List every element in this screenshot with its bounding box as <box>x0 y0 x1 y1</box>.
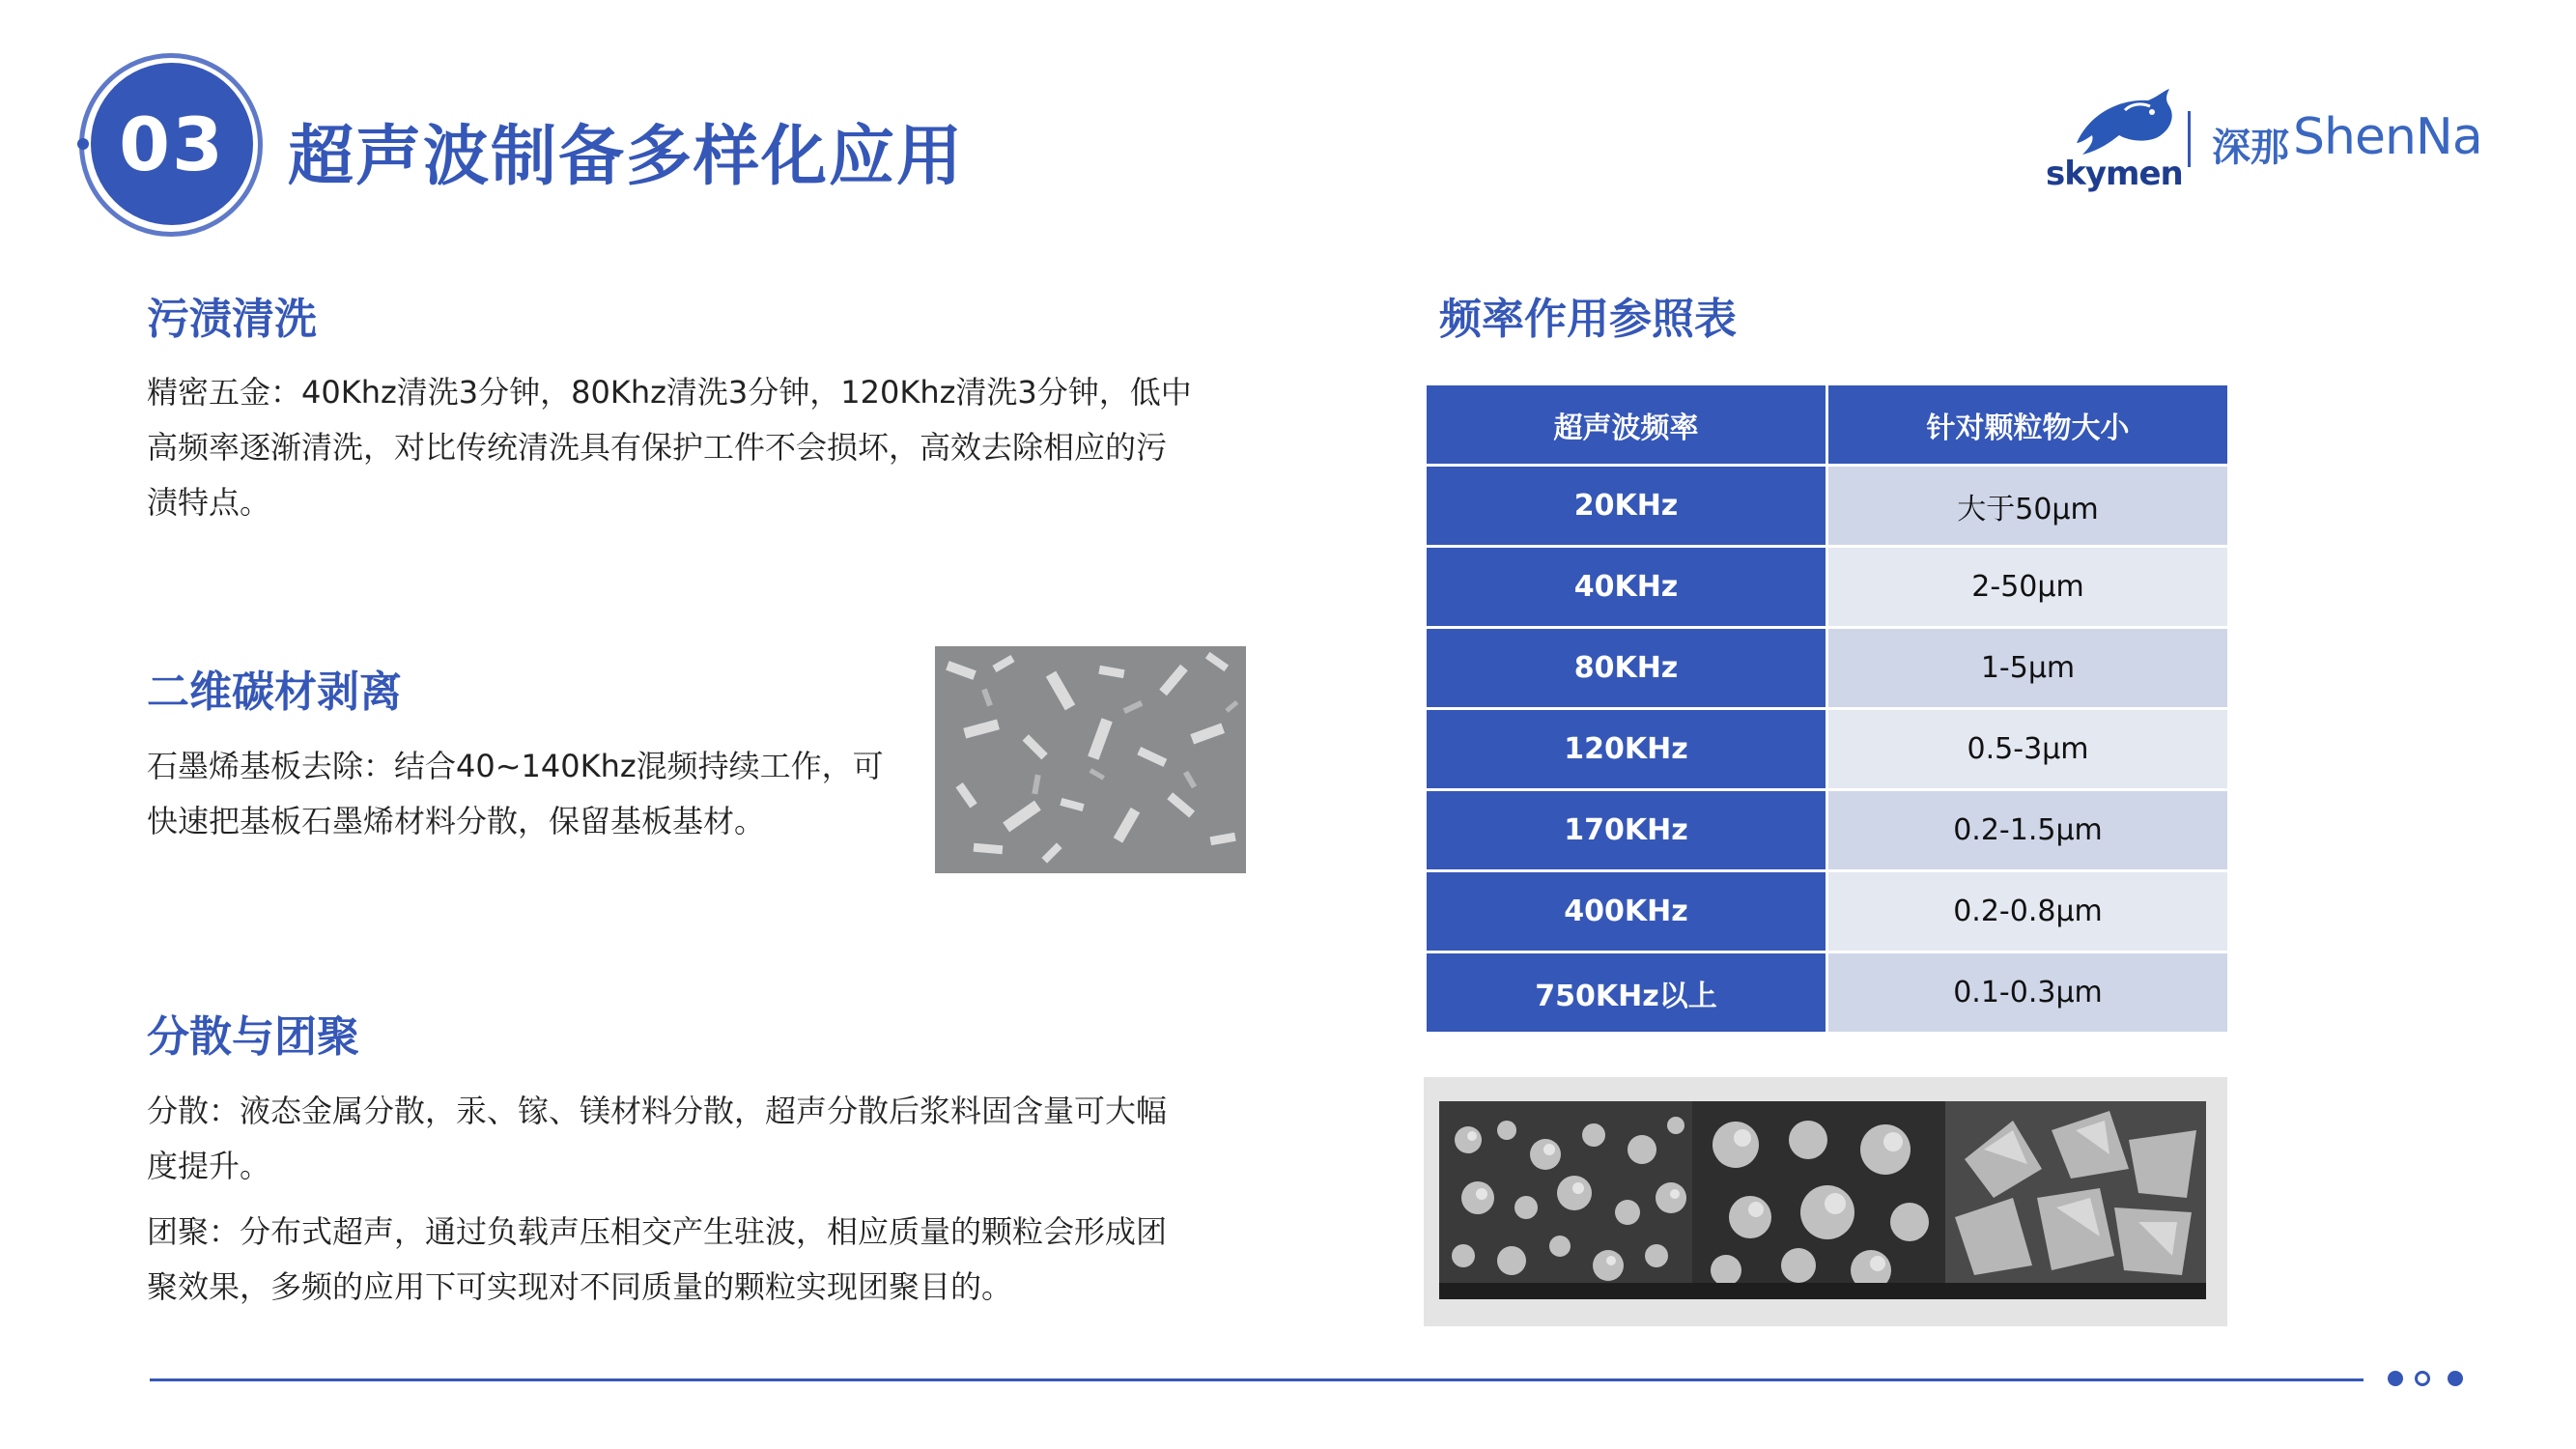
section-title-stain-cleaning: 污渍清洗 <box>147 295 317 344</box>
section-title-carbon-exfoliation: 二维碳材剥离 <box>147 668 402 717</box>
pager-dot-3 <box>2448 1371 2463 1386</box>
text-line: 石墨烯基板去除：结合40~140Khz混频持续工作，可 <box>147 748 884 784</box>
footer-divider <box>150 1378 2364 1381</box>
column-header-particle-size: 针对颗粒物大小 <box>1827 384 2229 466</box>
section-number-badge: 03 <box>91 63 253 225</box>
section-text-carbon-exfoliation <box>147 739 884 849</box>
sem-images-panel <box>1424 1077 2227 1326</box>
sem-image-2 <box>1692 1101 1953 1299</box>
frequency-cell: 400KHz <box>1426 871 1827 952</box>
frequency-cell: 120KHz <box>1426 709 1827 790</box>
particle-size-cell: 大于50μm <box>1827 466 2229 547</box>
text-line: 快速把基板石墨烯材料分散，保留基板基材。 <box>147 803 766 839</box>
particle-size-cell: 2-50μm <box>1827 547 2229 628</box>
frequency-cell: 80KHz <box>1426 628 1827 709</box>
page-title: 超声波制备多样化应用 <box>288 119 965 195</box>
column-header-frequency: 超声波频率 <box>1426 384 1827 466</box>
table-row <box>1426 952 2229 1034</box>
graphene-flakes-photo <box>935 646 1246 873</box>
table-row <box>1426 709 2229 790</box>
table-header-row <box>1426 384 2229 466</box>
table-row <box>1426 790 2229 871</box>
sem-image-1 <box>1439 1101 1700 1299</box>
frequency-reference-table <box>1424 383 2230 1035</box>
sem-image-3 <box>1945 1101 2206 1299</box>
pager-dot-1 <box>2388 1371 2403 1386</box>
logo-text-en: ShenNa <box>2293 108 2482 166</box>
frequency-cell: 170KHz <box>1426 790 1827 871</box>
section-text-stain-cleaning <box>147 365 1192 530</box>
frequency-cell: 750KHz以上 <box>1426 952 1827 1034</box>
text-line: 渍特点。 <box>147 484 271 521</box>
table-row <box>1426 547 2229 628</box>
table-row <box>1426 628 2229 709</box>
table-row <box>1426 466 2229 547</box>
frequency-cell: 40KHz <box>1426 547 1827 628</box>
badge-dot <box>77 138 89 150</box>
text-line: 聚效果，多频的应用下可实现对不同质量的颗粒实现团聚目的。 <box>147 1268 1013 1305</box>
pager-dot-2 <box>2415 1371 2430 1386</box>
particle-size-cell: 0.2-0.8μm <box>1827 871 2229 952</box>
logo-text-cn: 深那 <box>2212 126 2289 170</box>
particle-size-cell: 1-5μm <box>1827 628 2229 709</box>
dolphin-icon <box>2069 87 2177 162</box>
table-row <box>1426 871 2229 952</box>
text-line: 分散：液态金属分散，汞、镓、镁材料分散，超声分散后浆料固含量可大幅 <box>147 1093 1168 1129</box>
text-line: 精密五金：40Khz清洗3分钟，80Khz清洗3分钟，120Khz清洗3分钟，低中 <box>147 374 1192 411</box>
section-title-dispersion: 分散与团聚 <box>147 1012 359 1062</box>
text-line: 度提升。 <box>147 1148 271 1184</box>
table-title: 频率作用参照表 <box>1439 295 1737 344</box>
logo-text-skymen: skymen <box>2046 155 2183 193</box>
particle-size-cell: 0.2-1.5μm <box>1827 790 2229 871</box>
particle-size-cell: 0.5-3μm <box>1827 709 2229 790</box>
section-text-dispersion <box>147 1084 1167 1315</box>
text-line: 团聚：分布式超声，通过负载声压相交产生驻波，相应质量的颗粒会形成团 <box>147 1213 1168 1250</box>
frequency-cell: 20KHz <box>1426 466 1827 547</box>
text-line: 高频率逐渐清洗，对比传统清洗具有保护工件不会损坏，高效去除相应的污 <box>147 429 1168 466</box>
logo-divider <box>2188 111 2191 167</box>
particle-size-cell: 0.1-0.3μm <box>1827 952 2229 1034</box>
